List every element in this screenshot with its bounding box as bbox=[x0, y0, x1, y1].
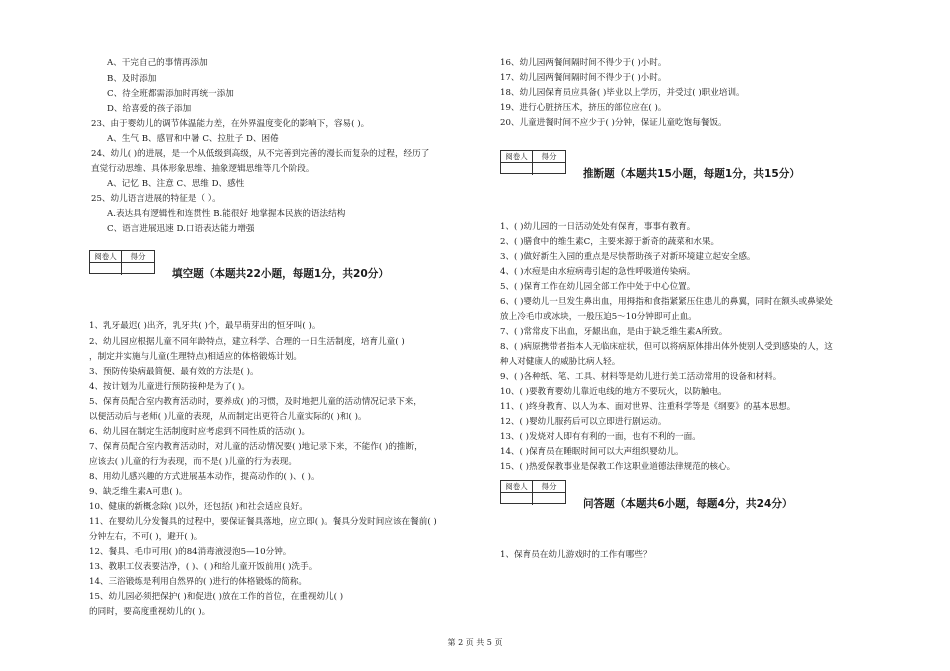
score-label: 得分 bbox=[533, 481, 565, 493]
judge-item: 8、( )病原携带者指本人无临床症状，但可以将病原体排出体外使别人受到感染的人，这 bbox=[500, 342, 833, 352]
mcq-options-row: C、语言进展迅速 D.口语表达能力增强 bbox=[107, 224, 255, 234]
fill-item: 19、进行心脏挤压术，挤压的部位应在( )。 bbox=[500, 103, 667, 113]
judge-item: 6、( )婴幼儿一旦发生鼻出血，用拇指和食指紧紧压住患儿的鼻翼，同时在额头或鼻梁处 bbox=[500, 297, 833, 307]
score-box bbox=[500, 480, 566, 504]
judge-item: 3、( )做好新生入园的重点是尽快帮助孩子对新环境建立起安全感。 bbox=[500, 252, 756, 262]
fill-item: 20、儿童进餐时间不应少于( )分钟，保证儿童吃饱每餐饭。 bbox=[500, 118, 727, 128]
fill-item: 11、在婴幼儿分发餐具的过程中，要保证餐具落地，应立即( )。餐具分发时间应该在餐前( ) bbox=[89, 517, 437, 527]
score-cell bbox=[122, 263, 154, 275]
fill-item: 5、保育员配合室内教育活动时，要养成( )的习惯，及时地把儿童的活动情况记录下来， bbox=[89, 397, 422, 407]
reviewer-label: 阅卷人 bbox=[501, 151, 533, 163]
fill-item: 17、幼儿园两餐间隔时间不得少于( )小时。 bbox=[500, 73, 667, 83]
fill-item: 7、保育员配合室内教育活动时，对儿童的活动情况要( )地记录下来，不能作( )的推断， bbox=[89, 442, 423, 452]
judge-item: 4、( )水痘是由水痘病毒引起的急性呼吸道传染病。 bbox=[500, 267, 696, 277]
reviewer-cell bbox=[501, 163, 533, 175]
fill-item: 8、用幼儿感兴趣的方式进展基本动作，提高动作的( )、( )。 bbox=[89, 472, 320, 482]
mcq-question: 24、幼儿( )的进展，是一个从低级到高级，从不完善到完善的漫长而复杂的过程，经历了 bbox=[91, 149, 430, 159]
reviewer-cell bbox=[501, 493, 533, 505]
fill-item: 13、教职工仪表要洁净，( )、( )和给儿童开饭前用( )洗手。 bbox=[89, 562, 318, 572]
mcq-question: 23、由于婴幼儿的调节体温能力差，在外界温度变化的影响下，容易( )。 bbox=[91, 119, 370, 129]
judge-item: 14、( )保育员在睡眠时间可以大声组织婴幼儿。 bbox=[500, 447, 684, 457]
fill-item: 14、三浴锻炼是利用自然界的( )进行的体格锻炼的简称。 bbox=[89, 577, 308, 587]
fill-item: 2、幼儿园应根据儿童不同年龄特点，建立科学、合理的一日生活制度，培育儿童( ) bbox=[89, 337, 405, 347]
score-label: 得分 bbox=[533, 151, 565, 163]
fill-item: 3、预防传染病最简便、最有效的方法是( )。 bbox=[89, 367, 259, 377]
qa-section-title: 问答题（本题共6小题，每题4分，共24分） bbox=[583, 498, 793, 510]
fill-item: 9、缺乏维生素A可患( )。 bbox=[89, 487, 188, 497]
judge-item: 12、( )婴幼儿服药后可以立即进行剧运动。 bbox=[500, 417, 667, 427]
fill-item-cont: 分钟左右，不可( )，避开( )。 bbox=[89, 532, 203, 542]
score-cell bbox=[533, 493, 565, 505]
mcq-question-cont: 直觉行动思维、具体形象思维、抽象逻辑思维等几个阶段。 bbox=[91, 164, 315, 174]
mcq-option: A、干完自己的事情再添加 bbox=[107, 58, 208, 68]
fill-item: 15、幼儿园必须把保护( )和促进( )放在工作的首位，在重视幼儿( ) bbox=[89, 592, 344, 602]
judge-item: 11、( )终身教育、以人为本、面对世界、注重科学等是《纲要》的基本思想。 bbox=[500, 402, 796, 412]
mcq-option: D、给喜爱的孩子添加 bbox=[107, 104, 192, 114]
score-box bbox=[500, 150, 566, 174]
qa-item: 1、保育员在幼儿游戏时的工作有哪些？ bbox=[500, 550, 652, 560]
reviewer-label: 阅卷人 bbox=[501, 481, 533, 493]
mcq-question: 25、幼儿语言进展的特征是（ ）。 bbox=[91, 194, 221, 204]
judge-item: 13、( )发烧对人即有有利的一面，也有不利的一面。 bbox=[500, 432, 701, 442]
score-box bbox=[89, 250, 155, 274]
fill-item-cont: ，制定并实施与儿童(生理特点)相适应的体格锻炼计划。 bbox=[89, 352, 302, 362]
fill-item: 18、幼儿园保育员应具备( )毕业以上学历，并受过( )职业培训。 bbox=[500, 88, 745, 98]
fill-item: 10、健康的新概念除( )以外，还包括( )和社会适应良好。 bbox=[89, 502, 308, 512]
fill-item-cont: 的同时，要高度重视幼儿的( )。 bbox=[89, 607, 211, 617]
mcq-option: C、待全班都需添加时再统一添加 bbox=[107, 89, 234, 99]
mcq-options-row: A、生气 B、感冒和中暑 C、拉肚子 D、困倦 bbox=[107, 134, 279, 144]
reviewer-label: 阅卷人 bbox=[90, 251, 122, 263]
fill-item: 12、餐具、毛巾可用( )的84消毒液浸泡5—10分钟。 bbox=[89, 547, 292, 557]
mcq-options-row: A.表达具有逻辑性和连贯性 B.能很好 地掌握本民族的语法结构 bbox=[107, 209, 346, 219]
reviewer-cell bbox=[90, 263, 122, 275]
fill-item: 16、幼儿园两餐间隔时间不得少于( )小时。 bbox=[500, 58, 667, 68]
score-label: 得分 bbox=[122, 251, 154, 263]
fill-item-cont: 应该去( )儿童的行为表现，而不是( )儿童的行为表现。 bbox=[89, 457, 297, 467]
score-cell bbox=[533, 163, 565, 175]
judge-item: 5、( )保育工作在幼儿园全部工作中处于中心位置。 bbox=[500, 282, 696, 292]
judge-section-title: 推断题（本题共15小题，每题1分，共15分） bbox=[583, 168, 800, 180]
judge-item-cont: 种人对健康人的威胁比病人轻。 bbox=[500, 357, 621, 367]
fill-section-title: 填空题（本题共22小题，每题1分，共20分） bbox=[172, 268, 389, 280]
fill-item-cont: 以便活动后与老师( )儿童的表现，从而制定出更符合儿童实际的( )和( )。 bbox=[89, 412, 367, 422]
judge-item: 10、( )要教育婴幼儿靠近电线的地方不要玩火，以防触电。 bbox=[500, 387, 727, 397]
mcq-option: B、及时添加 bbox=[107, 74, 157, 84]
judge-item-cont: 放上冷毛巾或冰块，一般压迫5～10分钟即可止血。 bbox=[500, 312, 697, 322]
fill-item: 4、按计划为儿童进行预防接种是为了( )。 bbox=[89, 382, 250, 392]
judge-item: 7、( )常常皮下出血，牙龈出血，是由于缺乏维生素A所致。 bbox=[500, 327, 728, 337]
judge-item: 15、( )热爱保教事业是保教工作这职业道德法律规范的核心。 bbox=[500, 462, 736, 472]
judge-item: 2、( )膳食中的维生素C，主要来源于新奇的蔬菜和水果。 bbox=[500, 237, 720, 247]
judge-item: 1、( )幼儿园的一日活动处处有保育，事事有教育。 bbox=[500, 222, 696, 232]
fill-item: 6、幼儿园在制定生活制度时应考虑到不同性质的活动( )。 bbox=[89, 427, 311, 437]
fill-item: 1、乳牙最迟( )出齐，乳牙共( )个，最早萌芽出的恒牙叫( )。 bbox=[89, 321, 321, 331]
judge-item: 9、( )各种纸、笔、工具、材料等是幼儿进行美工活动常用的设备和材料。 bbox=[500, 372, 782, 382]
mcq-options-row: A、记忆 B、注意 C、思维 D、感性 bbox=[107, 179, 245, 189]
page-footer: 第 2 页 共 5 页 bbox=[447, 638, 503, 647]
